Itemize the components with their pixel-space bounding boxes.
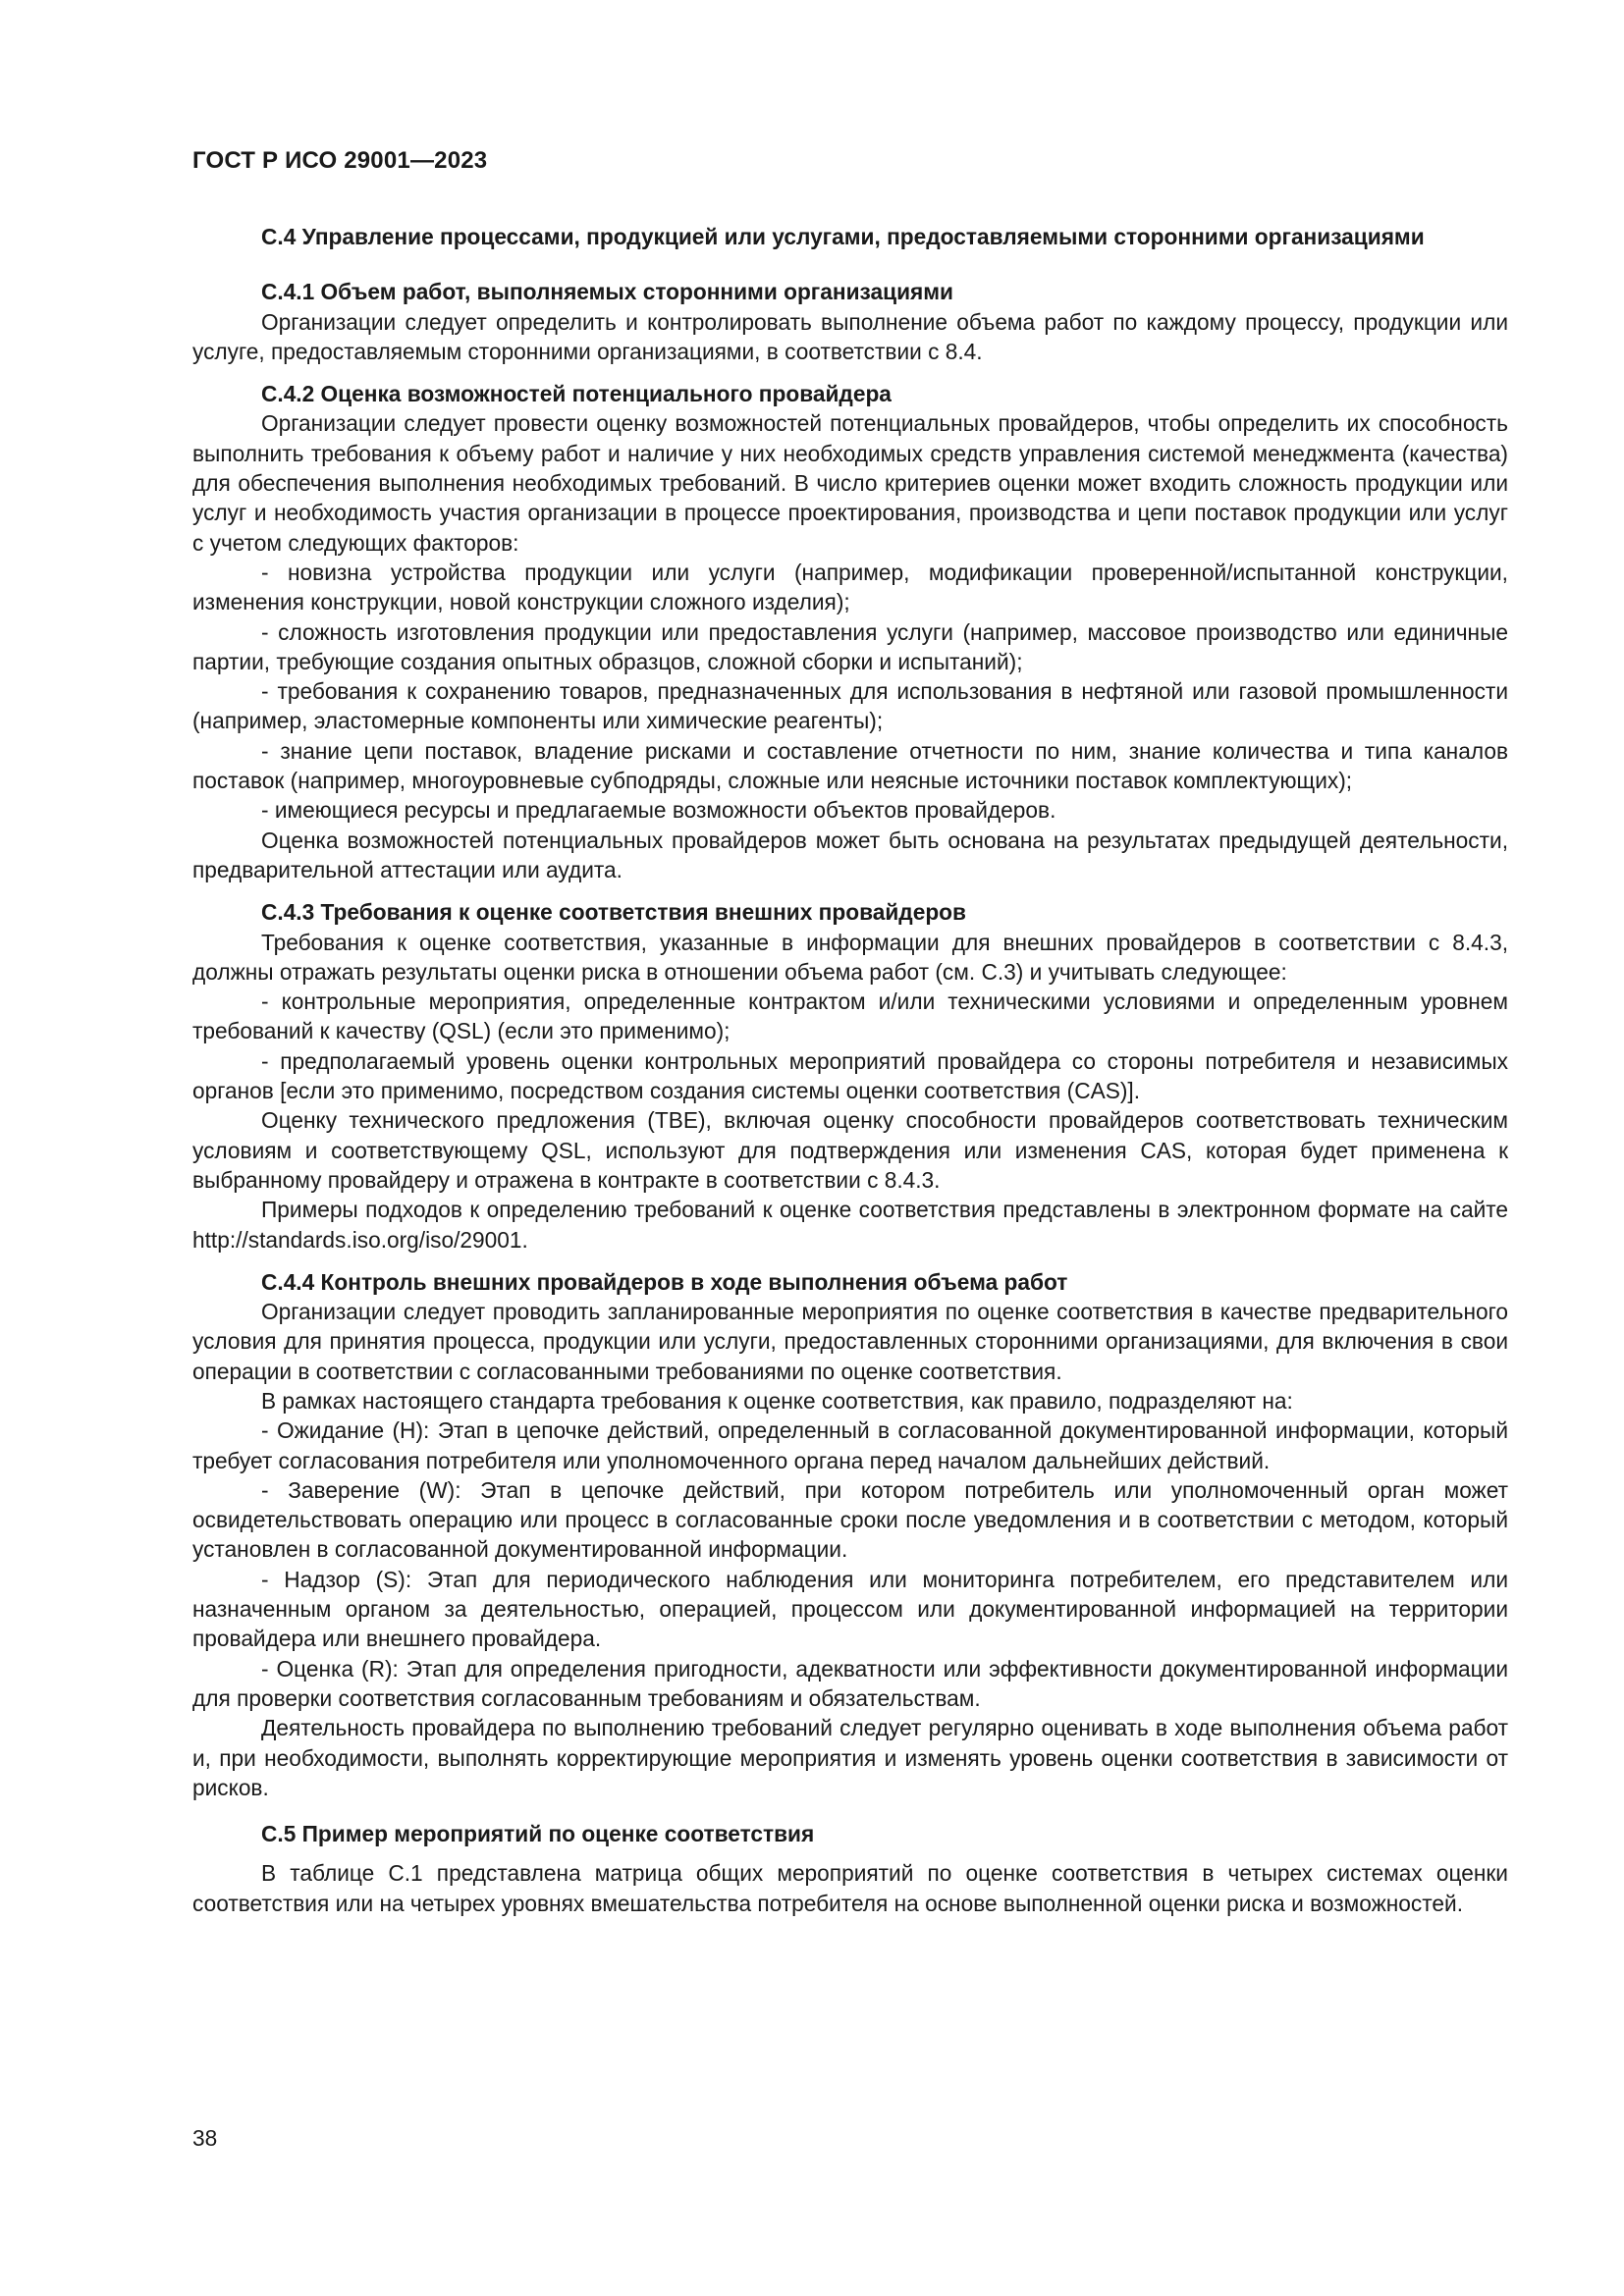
section-c4-3-list-item: - предполагаемый уровень оценки контрольных мероприятий провайдера со стороны потребителя и независимых органов [если это применимо, посредством создания системы оценки соответствия (CAS)]. — [192, 1047, 1508, 1104]
section-c4-2-paragraph: Оценка возможностей потенциальных провайдеров может быть основана на результатах предыдущей деятельности, предварительной аттестации или аудита. — [192, 827, 1508, 882]
section-c4-4-list-item: - Заверение (W): Этап в цепочке действий, при котором потребитель или уполномоченный орган может освидетельствовать операцию или процесс в согласованные сроки после уведомления и в соответствии с методом, который установлен в согласованной документированной информации. — [192, 1476, 1508, 1563]
section-c4-1-paragraph: Организации следует определить и контролировать выполнение объема работ по каждому процессу, продукции или услуге, предоставляемым сторонними организациями, в соответствии с 8.4. — [192, 308, 1508, 364]
section-c4-4-list-item: - Надзор (S): Этап для периодического наблюдения или мониторинга потребителем, его представителем или назначенным органом за деятельностью, операцией, процессом или документированной информацией на территории провайдера или внешнего провайдера. — [192, 1566, 1508, 1652]
section-c4-4-list-item: - Ожидание (H): Этап в цепочке действий, определенный в согласованной документированной информации, который требует согласования потребителя или уполномоченного органа перед началом дальнейших действий. — [192, 1417, 1508, 1473]
section-c5-heading: С.5 Пример мероприятий по оценке соответствия — [261, 1821, 815, 1847]
section-c4-3-paragraph: Требования к оценке соответствия, указанные в информации для внешних провайдеров в соответствии с 8.4.3, должны отражать результаты оценки риска в отношении объема работ (см. С.3) и учитывать следующее: — [192, 929, 1508, 985]
section-c4-4-heading: С.4.4 Контроль внешних провайдеров в ходе выполнения объема работ — [261, 1268, 1068, 1295]
document-header-standard-id: ГОСТ Р ИСО 29001—2023 — [192, 147, 488, 174]
section-c5-paragraph: В таблице С.1 представлена матрица общих мероприятий по оценке соответствия в четырех системах оценки соответствия или на четырех уровнях вмешательства потребителя на основе выполненной оценки риска и возможностей. — [192, 1860, 1508, 1916]
section-c4-3-paragraph: Оценку технического предложения (TBE), включая оценку способности провайдеров соответствовать техническим условиям и соответствующему QSL, используют для подтверждения или изменения CAS, которая будет применена к выбранному провайдеру и отражена в контракте в соответствии с 8.4.3. — [192, 1107, 1508, 1193]
section-c4-2-list-item: - требования к сохранению товаров, предназначенных для использования в нефтяной или газовой промышленности (например, эластомерные компоненты или химические реагенты); — [192, 678, 1508, 734]
section-c4-4-paragraph: Деятельность провайдера по выполнению требований следует регулярно оценивать в ходе выполнения объема работ и, при необходимости, выполнять корректирующие мероприятия и изменять уровень оценки соответствия в зависимости от рисков. — [192, 1715, 1508, 1800]
page-number: 38 — [192, 2125, 218, 2151]
section-c4-4-paragraph: В рамках настоящего стандарта требования к оценке соответствия, как правило, подразделяют на: — [261, 1387, 1293, 1414]
document-body — [192, 222, 1508, 1918]
section-c4-3-list-item: - контрольные мероприятия, определенные контрактом и/или техническими условиями и определенным уровнем требований к качеству (QSL) (если это применимо); — [192, 988, 1508, 1044]
section-c4-3-paragraph: Примеры подходов к определению требований к оценке соответствия представлены в электронном формате на сайте http://standards.iso.org/iso/29001. — [192, 1197, 1508, 1253]
section-c4-2-list-item: - сложность изготовления продукции или предоставления услуги (например, массовое производство или единичные партии, требующие создания опытных образцов, сложной сборки и испытаний); — [192, 618, 1508, 674]
section-c4-2-heading: С.4.2 Оценка возможностей потенциального провайдера — [261, 381, 892, 407]
section-c4-2-list-item: - новизна устройства продукции или услуги (например, модификации проверенной/испытанной конструкции, изменения конструкции, новой конструкции сложного изделия); — [192, 559, 1508, 615]
section-c4-1-heading: С.4.1 Объем работ, выполняемых сторонними организациями — [261, 279, 953, 305]
section-c4-4-paragraph: Организации следует проводить запланированные мероприятия по оценке соответствия в качестве предварительного условия для принятия процесса, продукции или услуги, предоставленных сторонними организациями, для включения в свои операции в соответствии с согласованными требованиями по оценке соответствия. — [192, 1299, 1508, 1384]
section-c4-2-paragraph: Организации следует провести оценку возможностей потенциальных провайдеров, чтобы определить их способность выполнить требования к объему работ и наличие у них необходимых средств управления системой менеджмента (качества) для обеспечения выполнения необходимых требований. В число критериев оценки может входить сложность продукции или услуг и необходимость участия организации в процессе проектирования, производства и цепи поставок продукции или услуг с учетом следующих факторов: — [192, 410, 1508, 556]
section-c4-2-list-item: - имеющиеся ресурсы и предлагаемые возможности объектов провайдеров. — [261, 797, 1056, 824]
section-c4-4-list-item: - Оценка (R): Этап для определения пригодности, адекватности или эффективности документированной информации для проверки соответствия согласованным требованиям и обязательствам. — [192, 1655, 1508, 1711]
section-c4-2-list-item: - знание цепи поставок, владение рисками и составление отчетности по ним, знание количества и типа каналов поставок (например, многоуровневые субподряды, сложные или неясные источники поставок комплектующих); — [192, 737, 1508, 794]
section-c4-heading: С.4 Управление процессами, продукцией или услугами, предоставляемыми сторонними организациями — [261, 224, 1425, 249]
section-c4-3-heading: С.4.3 Требования к оценке соответствия внешних провайдеров — [261, 899, 966, 926]
